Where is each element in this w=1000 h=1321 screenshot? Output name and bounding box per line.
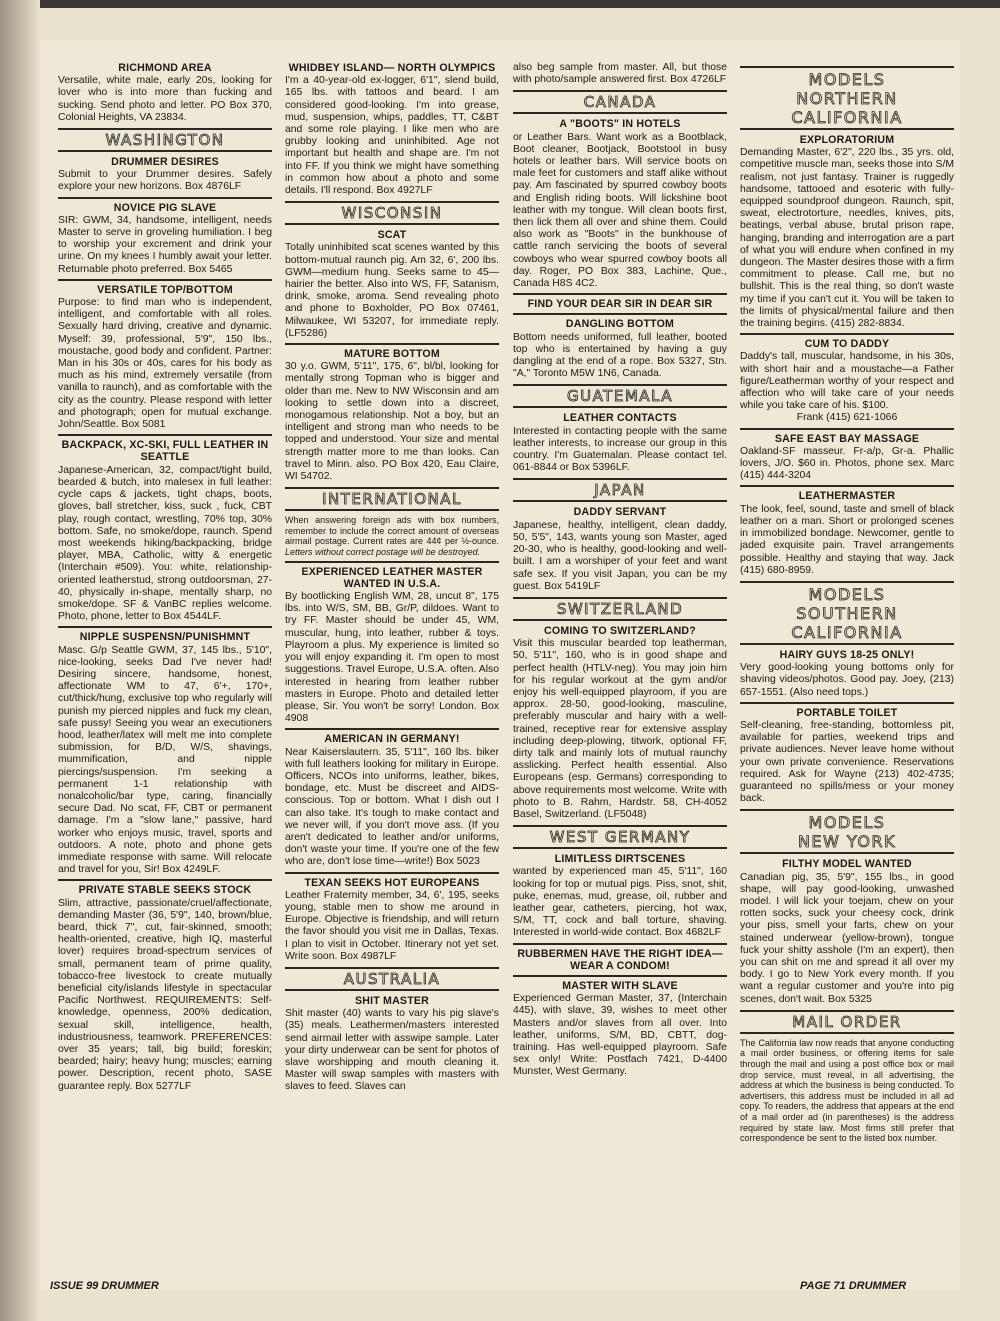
ad-rubbermen (513, 948, 727, 972)
footer-page: PAGE 71 DRUMMER (800, 1280, 907, 1292)
ad-title: PRIVATE STABLE SEEKS STOCK (78, 884, 252, 897)
section-header-mail-order: MAIL ORDER (740, 1010, 954, 1034)
ad-dangling (513, 318, 727, 380)
ad-body: Bottom needs uniformed, full leather, booted top who is entertained by having a guy dangling at the end of a rope. Box 5327, Stn. "A," Toronto M5W 1N6, Canada. (513, 331, 727, 380)
ad-body: Leather Fraternity member, 34, 6', 195, seeks young, stable men to show me around in Europe. Objective is friendship, and will return the favor should you visit me in Dallas, Texas. I plan to visit in October. Itinerary not yet set. Write soon. Box 4987LF (285, 889, 499, 962)
ad-title: NIPPLE SUSPENSN/PUNISHMNT (79, 631, 251, 644)
ad-title: VERSATILE TOP/BOTTOM (97, 283, 233, 296)
ad-shit-master (285, 995, 499, 1094)
ad-whidbey (285, 62, 499, 197)
ad-title: FILTHY MODEL WANTED (782, 858, 912, 871)
ad-private-stable (58, 884, 272, 1092)
section-header-international: INTERNATIONAL (285, 487, 499, 511)
ad-richmond (58, 62, 272, 124)
ad-title: CUM TO DADDY (804, 338, 890, 351)
divider (58, 279, 272, 281)
ad-versatile (58, 284, 272, 431)
ad-master-slave (513, 980, 727, 1079)
ad-body: Visit this muscular bearded top leatherman, 50, 5'11", 160, who is in good shape and perfect health (HTLV-neg). You may join him for his regular workout at the gym and/or enjoy his well-equipped playroom, if you are approx. 28-50, good-looking, masculine, preferably muscular and hairy with a well-trained, receptive rear for extensive assplay including deep-plowing, titwork, optional FF, dirty talk and mainly lots of mutual raunchy asslicking. Perfect health essential. Also Europeans (esp. Germans) corresponding to above requirements most welcome. Write with photo to B. Rahm, Hardstr. 58, CH-4052 Basel, Switzerland. (LF5048) (513, 638, 727, 820)
ad-body: wanted by experienced man 45, 5'11", 160 looking for top or mutual pigs. Piss, snot, shit, puke, enemas, mud, grease, oil, rubber and leather gear, catheters, piercing, hot wax, S/M, TT, cock and ball torture, shaving. Interested in world-wide contact. Box 4682LF (513, 866, 727, 939)
divider (58, 879, 272, 881)
section-header-models-southern-california (740, 581, 954, 645)
ad-body: 30 y.o. GWM, 5'11", 175, 6", bl/bl, looking for mentally strong Topman who is bigger and older than me. New to NW Wisconsin and am looking to settle down into a discreet, monogamous relationship. Not a boy, but an intelligent and strong man who needs to be topped and understood. Your size and mental strength matter more to me than looks. Can travel to Minn. also. PO Box 420, Eau Claire, WI 54702. (285, 361, 499, 483)
section-header-washington: WASHINGTON (58, 128, 272, 152)
ad-texan (285, 877, 499, 963)
ad-experienced-master (285, 566, 499, 726)
header-line: MODELS (808, 584, 886, 604)
postage-notice-warning: Letters without correct postage will be destroyed. (285, 547, 481, 558)
ad-body: Oakland-SF masseur. Fr-a/p, Gr-a. Phallic lovers, J/O. $60 in. Photos, phone sex. Marc (415) 444-3204 (740, 445, 954, 482)
ad-scat (285, 229, 499, 340)
ad-body: Near Kaiserslautern. 35, 5'11", 160 lbs. biker with full leathers looking for military in Europe. Officers, NCOs into uniforms, leather, bikes, bondage, etc. Must be discreet and AIDS-conscious. Top or bottom. What I dish out I can also take. It's tough to make contact and we never will, if you don't move ass. (If you aren't dedicated to leather and/or uniforms, don't waste your time. If you're one of the few who are, don't lose time—write!) Box 5023 (285, 746, 499, 868)
ad-daddy-servant (513, 506, 727, 592)
ad-title: RICHMOND AREA (118, 62, 212, 74)
divider (285, 561, 499, 563)
ad-body: Japanese, healthy, intelligent, clean daddy, 50, 5'5", 143, wants young son Master, aged 20-30, who is healthy, good-looking and well-built. I am a worshiper of your feet and want safe sex. If you visit Japan, you can be my guest. Box 5419LF (513, 519, 727, 592)
divider (285, 872, 499, 874)
ad-body: Daddy's tall, muscular, handsome, in his 30s, with short hair and a moustache—a Father figure/Leatherman worthy of your respect and affection who will take care of your needs while you take care of his. $100. (740, 351, 954, 412)
divider (740, 485, 954, 487)
ad-title: COMING TO SWITZERLAND? (544, 624, 696, 637)
column-3 (513, 62, 727, 1082)
ad-boots (513, 118, 727, 290)
ad-title: LEATHERMASTER (798, 490, 896, 503)
divider (513, 293, 727, 295)
ad-body: Canadian pig, 35, 5'9", 155 lbs., in good shape, will pay good-looking, unwashed model. I will lick your toejam, chew on your rotten socks, suck your cheesy cock, drink your piss, smell your farts, chew on your stained underwear (yellow-brown), tongue fuck your shitty asshole (I'm an expert), then you can shit on me and spread it all over my body. I go to New York every month. If you want a regular customer and you're into pig scenes, don't wait. Box 5325 (740, 871, 954, 1005)
mail-order-notice: The California law now reads that anyone conducting a mail order business, or offering items for sale through the mail and using a post office box or mail drop service, must reveal, in all advertising, the address at which the business is being conducted. To advertisers, this address must be included in all ad copy. To readers, the address that appears at the end of a mail order ad (in parentheses) is the address required by state law. Most firms still prefer that correspondence be sent to the listed box number. (740, 1037, 954, 1144)
ad-body: Interested in contacting people with the same leather interests, to increase our group in this country. I'm Guatemalan. Please contact tel. 061-8844 or Box 5396LF. (513, 425, 727, 474)
ad-body: Self-cleaning, free-standing, bottomless pit, available for parties, weekend trips and private audiences. Never leave home without your own private convenience. Reservations required. Ask for Wayne (213) 402-4735; guaranteed no spills/mess or your money back. (740, 719, 954, 805)
ad-title: MASTER WITH SLAVE (562, 979, 678, 992)
divider (513, 313, 727, 315)
ad-mature-bottom (285, 348, 499, 483)
ad-body: Masc. G/p Seattle GWM, 37, 145 lbs., 5'10", nice-looking, seeks Dad I've never had! Desiring sincere, handsome, honest, affectionate WM to 47, 6'+, 170+, cut/thick/hung, exclusive top who regularly will punish my pierced nipples and fuck my clean, safe pussy! Seeing you wear an executioners hood, leather/latex will melt me into complete submission, for B/D, W/S, shavings, mummification, and nipple piercings/suspension. I'm seeking a permanent 1-1 relationship with nonalcoholic/bar type, caring, financially secure Dad. No scat, FF, CBT or permanent damage. I'm a "slow lane," passive, hard worker who enjoys music, travel, sports and outdoors. A note, photo and phone gets immediate response with same. Will relocate and travel for you, Sir! Box 4249LF. (58, 644, 272, 876)
section-header-canada: CANADA (513, 90, 727, 114)
ad-body: The look, feel, sound, taste and smell of black leather on a man. Short or prolonged scenes in immobilized bondage. Newcomer, gentle to jaded exquisite pain. Travel arrangements possible. Healthy and staying that way. Jack (415) 680-8959. (740, 503, 954, 576)
divider (285, 728, 499, 730)
ad-body: Experienced German Master, 37, (Interchain 445), with slave, 39, wishes to meet other Masters and/or slaves from all over. Into leather, uniforms, S/M, BD, CBTT, dog-training. Has well-equipped playroom. Safe sex only! Write: Postfach 7421, D-4400 Munster, West Germany. (513, 993, 727, 1078)
ad-limitless (513, 853, 727, 939)
header-line: SOUTHERN (796, 603, 898, 623)
ad-title: LIMITLESS DIRTSCENES (554, 853, 686, 866)
ad-coming-switzerland (513, 625, 727, 821)
divider (58, 197, 272, 199)
ad-cum-to-daddy (740, 338, 954, 424)
section-header-switzerland: SWITZERLAND (513, 597, 727, 621)
header-line: MODELS (808, 813, 886, 833)
ad-portable-toilet (740, 707, 954, 806)
section-header-models-new-york (740, 809, 954, 854)
ad-leather-contacts (513, 412, 727, 474)
ad-title: NOVICE PIG SLAVE (113, 201, 217, 214)
ad-body: Slim, attractive, passionate/cruel/affectionate, demanding Master (36, 5'9", 140, brown/blue, beard, thick 7", cut, fair-skinned, smooth; health-oriented, creative, high IQ, masterful lover) requires broad-spectrum services of small, permanent team of prime quality, tobacco-free livestock to create mutually beneficial city/islands lifestyle in spectacular Pacific Northwest. REQUIREMENTS: Self-knowledge, openness, 200% dedication, sexual skill, intelligence, health, industriousness, teamwork. PREFERENCES: over 35 years; tall, big build; foreskin; bearded; hairy; heavy hung; muscles; earning power. Description, recent photo, SASE guarantee reply. Box 5277LF (58, 897, 272, 1092)
classifieds-page (40, 40, 960, 1290)
ad-title: HAIRY GUYS 18-25 ONLY! (779, 648, 915, 661)
header-line: CALIFORNIA (791, 622, 903, 642)
ad-body: By bootlicking English WM, 28, uncut 8", 175 lbs. into W/S, SM, BB, Gr/P, dildoes. Want to try FF. Master should be under 45, WM, muscular, hung, into leather, rubber & toys. Playroom a plus. My experience is limited so you will enjoy expanding it. I'm open to most suggestions. Travel Europe, U.S.A. often. Also interested in hearing from leather rubber masters in Europe. Photo and detailed letter please, Sir. You won't be sorry! London. Box 4908 (285, 591, 499, 725)
ad-title: WHIDBEY ISLAND— NORTH OLYMPICS (288, 62, 496, 74)
header-line: NORTHERN (796, 89, 898, 108)
ad-title: LEATHER CONTACTS (563, 412, 677, 425)
ad-dear-sir (513, 298, 727, 310)
column-2 (285, 62, 499, 1097)
binding-spine (0, 0, 40, 1321)
ad-title: DADDY SERVANT (573, 506, 667, 519)
divider (58, 626, 272, 628)
ad-body: Japanese-American, 32, compact/tight build, bearded & butch, into malesex in full leather: cycle caps & jackets, tight chaps, boots, gloves, ball stretcher, kiss, suck , fuck, CBT play, rough contact, wrestling, 70% top, 30% bottom. Safe, no smoke/dope, raunch. Spend most weekends hiking/backpacking, bridge player, MBA, Catholic, witty & energetic (Interchain #509). You: white, relationship-oriented leatherstud, strong outdoorsman, 27-40, physically in-shape, mentally sharp, no smoke/dope. SF & VanBC replies welcome. Photo, phone, letter to Box 4544LF. (58, 464, 272, 623)
ad-title: AMERICAN IN GERMANY! (324, 733, 460, 746)
column-4 (740, 62, 954, 1144)
ad-signature: Frank (415) 621-1066 (796, 412, 898, 424)
section-header-west-germany: WEST GERMANY (513, 825, 727, 849)
header-line: NEW YORK (797, 832, 897, 852)
ad-title: SCAT (377, 229, 407, 242)
ad-title: EXPLORATORIUM (799, 134, 895, 146)
ad-body: Purpose: to find man who is independent, intelligent, and comfortable with all roles. Sexually hard driving, creative and dynamic. Myself: 39, professional, 5'9", 150 lbs., moustache, good body and confident. Partner: Man in his 30s or 40s, cares for his body as much as his mind, extremely versatile (from vanilla to raunch), and as comfortable with the city as the country. Please respond with letter and photograph; open for mutual exchange. John/Seattle. Box 5081 (58, 297, 272, 431)
ad-title: DRUMMER DESIRES (111, 156, 219, 169)
ad-body: or Leather Bars. Want work as a Bootblack, Boot cleaner, Bootjack, Bootstool in busy hotels or leather bars. Will service boots on male feet for customers and staff alike without pay. Am fascinated by spurred cowboy boots and English riding boots. Will lickshine boot leather with my tongue. Will clean boots first, then lick them all over and shine them. Could also work as "Boots" in the bunkhouse of cattle ranch servicing the boots of several cowboys who wear spurred cowboy boots all day. Roger, PO Box 383, Lachine, Que., Canada H8S 4C2. (513, 131, 727, 290)
divider (513, 943, 727, 945)
postage-notice (285, 515, 499, 557)
ad-body: Very good-looking young bottoms only for shaving videos/photos. Good pay. Joey, (213) 657-1551. (Also need tops.) (740, 662, 954, 698)
ad-body: I'm a 40-year-old ex-logger, 6'1", slend build, 165 lbs. with tattoos and beard. I am considered good-looking. I'm into grease, mud, suspension, whips, paddles, TT, C&BT and some role playing. I like men who are grubby looking and uninhibited. Age not important but health and shape are. I'm not into FF. If you think we might have something in common how about a photo and some details. I'll respond. Box 4927LF (285, 75, 499, 197)
ad-exploratorium (740, 134, 954, 330)
section-header-guatemala: GUATEMALA (513, 384, 727, 408)
ad-title: SHIT MASTER (354, 994, 429, 1007)
ad-continuation: also beg sample from master. All, but those with photo/sample answered first. Box 4726LF (513, 62, 727, 86)
ad-body: Submit to your Drummer desires. Safely explore your new horizons. Box 4876LF (58, 169, 272, 193)
ad-safe-massage (740, 433, 954, 483)
divider (513, 975, 727, 977)
ad-novice (58, 202, 272, 276)
section-header-models-northern-california (740, 66, 954, 130)
ad-title: EXPERIENCED LEATHER MASTER WANTED IN U.S.A. (301, 565, 483, 590)
ad-drummer-desires (58, 156, 272, 194)
ad-title: SAFE EAST BAY MASSAGE (774, 432, 920, 445)
ad-title: RUBBERMEN HAVE THE RIGHT IDEA—WEAR A CONDOM! (517, 947, 723, 972)
divider (740, 333, 954, 335)
ad-body: Shit master (40) wants to vary his pig slave's (35) meals. Leathermen/masters interested send airmail letter with asswipe sample. Later your dirty underwear can be sent for photos of slave worshipping and mouth cleaning it. Master will swap samples with masters with slaves to feed. Slaves can (285, 1008, 499, 1093)
header-line: CALIFORNIA (791, 108, 903, 127)
ad-title: BACKPACK, XC-SKI, FULL LEATHER IN SEATTLE (61, 439, 269, 464)
ad-body: Totally uninhibited scat scenes wanted by this bottom-mutual raunch pig. Am 32, 6', 200 lbs. GWM—medium hung. Seeks same to 45—hairier the better. Also into WS, FF, Satanism, drink, smoke, aroma. Send revealing photo and phone to Boxholder, PO Box 07461, Milwaukee, WI 53207, for immediate reply. (LF5286) (285, 242, 499, 339)
ad-title: TEXAN SEEKS HOT EUROPEANS (304, 876, 480, 889)
ad-title: PORTABLE TOILET (796, 706, 898, 719)
divider (285, 343, 499, 345)
ad-hairy-guys (740, 649, 954, 699)
ad-title: FIND YOUR DEAR SIR IN DEAR SIR (527, 298, 713, 311)
section-header-japan: JAPAN (513, 478, 727, 502)
section-header-wisconsin: WISCONSIN (285, 201, 499, 225)
divider (740, 428, 954, 430)
ad-american-germany (285, 733, 499, 868)
ad-title: MATURE BOTTOM (344, 348, 440, 361)
divider (58, 434, 272, 436)
ad-body: SIR: GWM, 34, handsome, intelligent, needs Master to serve in groveling humiliation. I beg to worship your excrement and drink your urine. On my knees I humbly await your letter. Returnable photo preferred. Box 5465 (58, 214, 272, 275)
ad-leathermaster (740, 490, 954, 576)
ad-title: A "BOOTS" IN HOTELS (559, 118, 681, 131)
section-header-australia: AUSTRALIA (285, 967, 499, 991)
ad-backpack (58, 439, 272, 623)
ad-body: Demanding Master, 6'2", 220 lbs., 35 yrs. old, competitive muscle man, seeks those into S/M realism, not just fantasy. Trainer is ruggedly handsome, tattooed and esoteric with fully-equipped soundproof dungeon. Raunch, spit, sweat, electrotorture, needles, knives, pits, beatings, verbal abuse, brutal prison rape, hanging, branding and interrogation are a part of what you will endure when confined in my dungeon. The Master desires those with a firm commitment to please. Call me, but no bullshit. This is the real thing, so don't waste my time if you can't cut it. You will be taken to the limits of physical/mental failure and then the training begins. (415) 282-8834. (740, 147, 954, 330)
ad-title: DANGLING BOTTOM (565, 318, 675, 331)
header-line: MODELS (808, 70, 886, 89)
postage-notice-text: When answering foreign ads with box numbers, remember to include the correct amount of overseas airmail postage. Current rates are 44¢ per ½-ounce. (285, 515, 499, 547)
ad-filthy-model (740, 858, 954, 1005)
ad-body: Versatile, white male, early 20s, looking for lover who is into more than fucking and sucking. Send photo and letter. PO Box 370, Colonial Heights, VA 23834. (58, 75, 272, 123)
divider (740, 702, 954, 704)
ad-nipple (58, 631, 272, 876)
top-edge (0, 0, 1000, 8)
footer-issue: ISSUE 99 DRUMMER (50, 1280, 159, 1292)
column-1 (58, 62, 272, 1096)
